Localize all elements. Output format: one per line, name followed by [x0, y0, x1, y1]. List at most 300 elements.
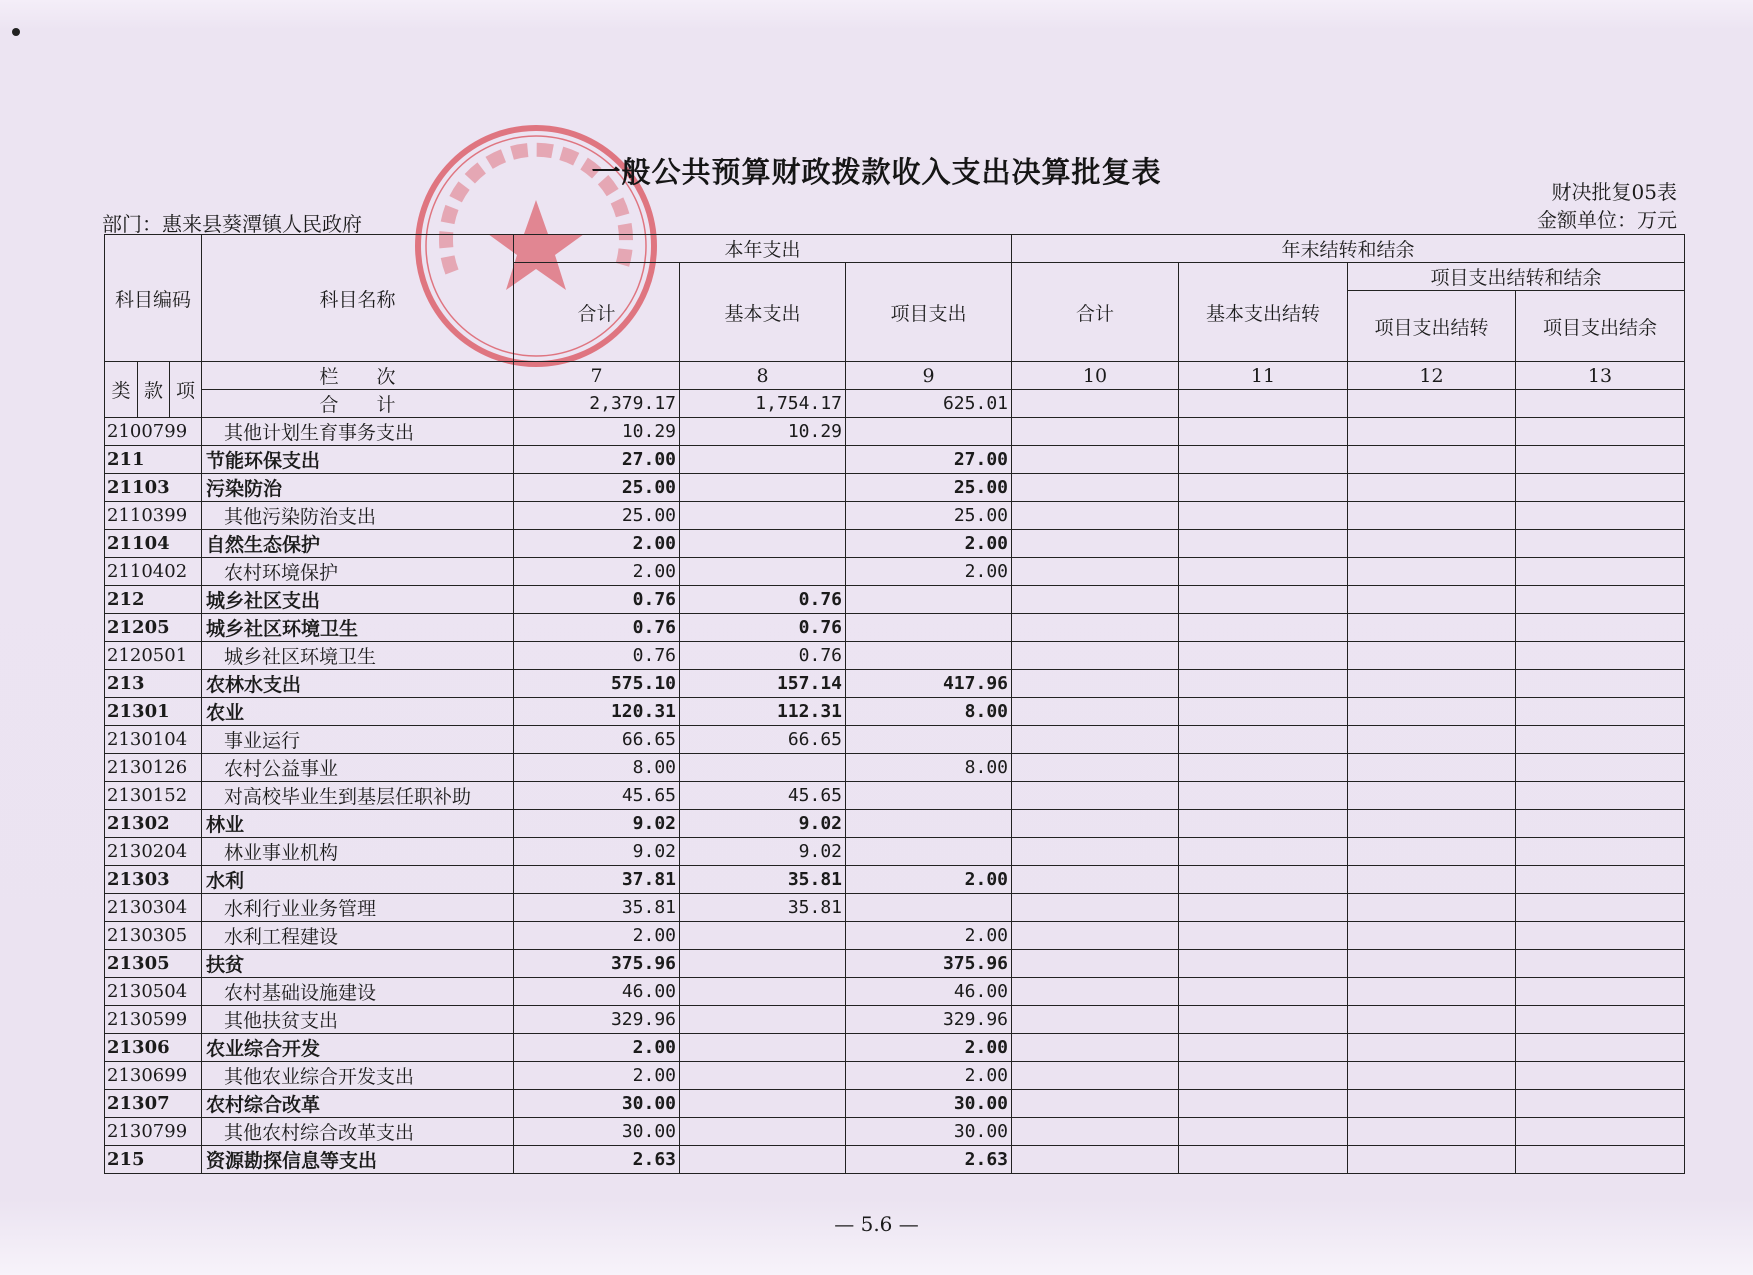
empty-cell [1012, 838, 1179, 866]
table-row [105, 782, 1685, 810]
empty-cell [1179, 1006, 1348, 1034]
row-project [846, 894, 1012, 922]
empty-cell [1012, 950, 1179, 978]
empty-cell [1012, 390, 1179, 418]
header-ye-total: 合计 [1012, 263, 1179, 362]
empty-cell [1179, 642, 1348, 670]
row-basic [680, 558, 846, 586]
empty-cell [1179, 586, 1348, 614]
row-total: 9.02 [514, 838, 680, 866]
budget-table-container [104, 234, 1684, 1174]
empty-cell [1012, 866, 1179, 894]
row-basic [680, 502, 846, 530]
row-total: 0.76 [514, 614, 680, 642]
empty-cell [1179, 558, 1348, 586]
empty-cell [1179, 1062, 1348, 1090]
table-row [105, 670, 1685, 698]
row-project [846, 586, 1012, 614]
row-code: 2130799 [105, 1118, 202, 1146]
header-total: 合计 [514, 263, 680, 362]
row-total: 35.81 [514, 894, 680, 922]
empty-cell [1179, 698, 1348, 726]
col-index-9: 9 [846, 362, 1012, 390]
table-row [105, 446, 1685, 474]
empty-cell [1348, 1006, 1516, 1034]
row-basic [680, 1062, 846, 1090]
table-row [105, 614, 1685, 642]
row-code: 21307 [105, 1090, 202, 1118]
row-code: 2130104 [105, 726, 202, 754]
row-total: 8.00 [514, 754, 680, 782]
empty-cell [1179, 474, 1348, 502]
row-total: 2.00 [514, 558, 680, 586]
row-name: 其他扶贫支出 [202, 1006, 514, 1034]
row-basic [680, 1146, 846, 1174]
row-basic: 9.02 [680, 810, 846, 838]
empty-cell [1516, 446, 1685, 474]
empty-cell [1348, 642, 1516, 670]
row-total: 375.96 [514, 950, 680, 978]
row-name: 城乡社区环境卫生 [202, 614, 514, 642]
row-name: 其他计划生育事务支出 [202, 418, 514, 446]
row-total: 329.96 [514, 1006, 680, 1034]
empty-cell [1348, 978, 1516, 1006]
row-code: 2110402 [105, 558, 202, 586]
row-basic: 0.76 [680, 586, 846, 614]
row-total: 9.02 [514, 810, 680, 838]
row-name: 农业 [202, 698, 514, 726]
empty-cell [1516, 670, 1685, 698]
header-kuan: 款 [138, 362, 170, 418]
row-name: 城乡社区环境卫生 [202, 642, 514, 670]
row-name: 节能环保支出 [202, 446, 514, 474]
empty-cell [1516, 1118, 1685, 1146]
empty-cell [1516, 418, 1685, 446]
header-heji: 合 计 [202, 390, 514, 418]
empty-cell [1179, 614, 1348, 642]
row-basic [680, 1006, 846, 1034]
row-total: 30.00 [514, 1118, 680, 1146]
header-project: 项目支出 [846, 263, 1012, 362]
row-name: 农村综合改革 [202, 1090, 514, 1118]
empty-cell [1179, 446, 1348, 474]
table-row [105, 1006, 1685, 1034]
table-row [105, 894, 1685, 922]
total-basic: 1,754.17 [680, 390, 846, 418]
empty-cell [1348, 1118, 1516, 1146]
row-basic: 35.81 [680, 866, 846, 894]
empty-cell [1516, 1034, 1685, 1062]
empty-cell [1012, 614, 1179, 642]
empty-cell [1012, 1090, 1179, 1118]
row-total: 25.00 [514, 502, 680, 530]
row-basic: 0.76 [680, 642, 846, 670]
empty-cell [1516, 502, 1685, 530]
row-project [846, 838, 1012, 866]
row-total: 46.00 [514, 978, 680, 1006]
row-code: 21104 [105, 530, 202, 558]
row-name: 扶贫 [202, 950, 514, 978]
empty-cell [1012, 642, 1179, 670]
row-code: 2120501 [105, 642, 202, 670]
row-project: 329.96 [846, 1006, 1012, 1034]
row-project: 2.00 [846, 866, 1012, 894]
row-project: 375.96 [846, 950, 1012, 978]
header-ye-basic: 基本支出结转 [1179, 263, 1348, 362]
row-name: 其他农村综合改革支出 [202, 1118, 514, 1146]
empty-cell [1516, 754, 1685, 782]
row-code: 21205 [105, 614, 202, 642]
row-code: 2130126 [105, 754, 202, 782]
table-row [105, 978, 1685, 1006]
col-index-13: 13 [1516, 362, 1685, 390]
header-ye-project-group: 项目支出结转和结余 [1348, 263, 1685, 291]
total-project: 625.01 [846, 390, 1012, 418]
row-name: 其他农业综合开发支出 [202, 1062, 514, 1090]
row-code: 2130504 [105, 978, 202, 1006]
empty-cell [1516, 726, 1685, 754]
empty-cell [1348, 418, 1516, 446]
empty-cell [1516, 698, 1685, 726]
empty-cell [1012, 922, 1179, 950]
header-current-year: 本年支出 [514, 235, 1012, 263]
empty-cell [1516, 1146, 1685, 1174]
table-row [105, 1118, 1685, 1146]
row-project: 2.00 [846, 1034, 1012, 1062]
row-project [846, 810, 1012, 838]
row-total: 2.00 [514, 530, 680, 558]
budget-table [104, 234, 1685, 1174]
empty-cell [1516, 922, 1685, 950]
row-basic [680, 922, 846, 950]
table-row [105, 922, 1685, 950]
empty-cell [1516, 810, 1685, 838]
empty-cell [1516, 474, 1685, 502]
header-xiang: 项 [170, 362, 202, 418]
empty-cell [1179, 838, 1348, 866]
row-code: 213 [105, 670, 202, 698]
empty-cell [1348, 1034, 1516, 1062]
empty-cell [1012, 726, 1179, 754]
table-row [105, 586, 1685, 614]
row-total: 120.31 [514, 698, 680, 726]
empty-cell [1516, 558, 1685, 586]
empty-cell [1012, 446, 1179, 474]
row-code: 21305 [105, 950, 202, 978]
row-project: 8.00 [846, 754, 1012, 782]
row-basic [680, 950, 846, 978]
empty-cell [1179, 866, 1348, 894]
empty-cell [1516, 838, 1685, 866]
empty-cell [1012, 418, 1179, 446]
empty-cell [1179, 922, 1348, 950]
row-total: 0.76 [514, 642, 680, 670]
empty-cell [1348, 782, 1516, 810]
empty-cell [1516, 978, 1685, 1006]
row-code: 2100799 [105, 418, 202, 446]
row-total: 27.00 [514, 446, 680, 474]
empty-cell [1179, 950, 1348, 978]
scan-speck [12, 28, 20, 36]
empty-cell [1012, 782, 1179, 810]
empty-cell [1012, 810, 1179, 838]
empty-cell [1012, 1062, 1179, 1090]
page-number: — 5.6 — [834, 1212, 919, 1236]
empty-cell [1348, 838, 1516, 866]
row-project: 30.00 [846, 1118, 1012, 1146]
row-project [846, 614, 1012, 642]
header-year-end: 年末结转和结余 [1012, 235, 1685, 263]
row-code: 215 [105, 1146, 202, 1174]
row-name: 其他污染防治支出 [202, 502, 514, 530]
table-row [105, 530, 1685, 558]
row-code: 2110399 [105, 502, 202, 530]
empty-cell [1348, 586, 1516, 614]
row-code: 2130599 [105, 1006, 202, 1034]
empty-cell [1348, 698, 1516, 726]
row-project [846, 782, 1012, 810]
row-basic: 9.02 [680, 838, 846, 866]
empty-cell [1348, 1090, 1516, 1118]
row-code: 21303 [105, 866, 202, 894]
empty-cell [1012, 978, 1179, 1006]
table-row [105, 642, 1685, 670]
row-name: 水利工程建设 [202, 922, 514, 950]
empty-cell [1012, 1034, 1179, 1062]
empty-cell [1179, 670, 1348, 698]
row-project: 30.00 [846, 1090, 1012, 1118]
row-project: 2.00 [846, 558, 1012, 586]
empty-cell [1012, 1006, 1179, 1034]
row-name: 农村基础设施建设 [202, 978, 514, 1006]
row-basic: 35.81 [680, 894, 846, 922]
row-total: 37.81 [514, 866, 680, 894]
empty-cell [1516, 1006, 1685, 1034]
header-basic: 基本支出 [680, 263, 846, 362]
empty-cell [1348, 894, 1516, 922]
empty-cell [1516, 586, 1685, 614]
row-name: 城乡社区支出 [202, 586, 514, 614]
row-basic: 66.65 [680, 726, 846, 754]
table-row [105, 698, 1685, 726]
empty-cell [1179, 1034, 1348, 1062]
table-row [105, 950, 1685, 978]
row-total: 2.00 [514, 1062, 680, 1090]
empty-cell [1348, 866, 1516, 894]
empty-cell [1179, 1090, 1348, 1118]
empty-cell [1179, 726, 1348, 754]
empty-cell [1012, 894, 1179, 922]
row-basic: 10.29 [680, 418, 846, 446]
row-project [846, 726, 1012, 754]
row-total: 575.10 [514, 670, 680, 698]
row-basic [680, 446, 846, 474]
department-label: 部门：惠来县葵潭镇人民政府 [102, 212, 362, 236]
empty-cell [1348, 754, 1516, 782]
row-code: 2130305 [105, 922, 202, 950]
header-lanci: 栏 次 [202, 362, 514, 390]
empty-cell [1179, 1118, 1348, 1146]
empty-cell [1348, 558, 1516, 586]
row-project: 27.00 [846, 446, 1012, 474]
row-code: 2130204 [105, 838, 202, 866]
table-row [105, 810, 1685, 838]
empty-cell [1348, 810, 1516, 838]
empty-cell [1012, 474, 1179, 502]
empty-cell [1012, 502, 1179, 530]
table-row [105, 838, 1685, 866]
col-index-8: 8 [680, 362, 846, 390]
row-total: 10.29 [514, 418, 680, 446]
empty-cell [1012, 586, 1179, 614]
row-project [846, 642, 1012, 670]
empty-cell [1179, 502, 1348, 530]
empty-cell [1348, 950, 1516, 978]
row-name: 资源勘探信息等支出 [202, 1146, 514, 1174]
row-code: 212 [105, 586, 202, 614]
empty-cell [1516, 614, 1685, 642]
total-all: 2,379.17 [514, 390, 680, 418]
empty-cell [1012, 530, 1179, 558]
header-code: 科目编码 [105, 235, 202, 362]
table-row [105, 754, 1685, 782]
row-name: 农村公益事业 [202, 754, 514, 782]
empty-cell [1516, 530, 1685, 558]
empty-cell [1348, 726, 1516, 754]
row-name: 水利行业业务管理 [202, 894, 514, 922]
row-project: 46.00 [846, 978, 1012, 1006]
row-basic: 45.65 [680, 782, 846, 810]
empty-cell [1516, 1090, 1685, 1118]
empty-cell [1348, 446, 1516, 474]
empty-cell [1179, 810, 1348, 838]
row-total: 66.65 [514, 726, 680, 754]
row-name: 事业运行 [202, 726, 514, 754]
row-project: 417.96 [846, 670, 1012, 698]
empty-cell [1348, 614, 1516, 642]
table-row [105, 1090, 1685, 1118]
empty-cell [1348, 390, 1516, 418]
col-index-11: 11 [1179, 362, 1348, 390]
table-row [105, 474, 1685, 502]
row-code: 21301 [105, 698, 202, 726]
col-index-12: 12 [1348, 362, 1516, 390]
empty-cell [1348, 530, 1516, 558]
header-ye-project-balance: 项目支出结余 [1516, 291, 1685, 362]
col-index-10: 10 [1012, 362, 1179, 390]
row-name: 水利 [202, 866, 514, 894]
row-basic [680, 1090, 846, 1118]
empty-cell [1348, 1146, 1516, 1174]
row-project: 25.00 [846, 474, 1012, 502]
row-name: 农村环境保护 [202, 558, 514, 586]
row-basic: 112.31 [680, 698, 846, 726]
row-project: 2.63 [846, 1146, 1012, 1174]
empty-cell [1179, 894, 1348, 922]
table-row [105, 1062, 1685, 1090]
row-name: 林业事业机构 [202, 838, 514, 866]
row-total: 2.00 [514, 1034, 680, 1062]
row-name: 农林水支出 [202, 670, 514, 698]
table-row [105, 726, 1685, 754]
table-row [105, 1146, 1685, 1174]
row-basic [680, 1118, 846, 1146]
row-name: 自然生态保护 [202, 530, 514, 558]
empty-cell [1516, 642, 1685, 670]
row-project: 8.00 [846, 698, 1012, 726]
row-project: 2.00 [846, 1062, 1012, 1090]
header-lei: 类 [105, 362, 138, 418]
form-number: 财决批复05表 [1551, 180, 1677, 204]
row-total: 45.65 [514, 782, 680, 810]
row-basic [680, 474, 846, 502]
empty-cell [1012, 670, 1179, 698]
row-name: 对高校毕业生到基层任职补助 [202, 782, 514, 810]
row-total: 25.00 [514, 474, 680, 502]
row-basic: 0.76 [680, 614, 846, 642]
row-name: 农业综合开发 [202, 1034, 514, 1062]
empty-cell [1348, 502, 1516, 530]
empty-cell [1516, 950, 1685, 978]
table-row [105, 866, 1685, 894]
empty-cell [1179, 754, 1348, 782]
empty-cell [1012, 698, 1179, 726]
empty-cell [1348, 1062, 1516, 1090]
empty-cell [1179, 1146, 1348, 1174]
empty-cell [1012, 558, 1179, 586]
col-index-7: 7 [514, 362, 680, 390]
row-total: 2.00 [514, 922, 680, 950]
row-code: 21103 [105, 474, 202, 502]
row-project [846, 418, 1012, 446]
empty-cell [1179, 418, 1348, 446]
empty-cell [1516, 866, 1685, 894]
page-title: 一般公共预算财政拨款收入支出决算批复表 [591, 155, 1162, 189]
empty-cell [1012, 754, 1179, 782]
empty-cell [1348, 922, 1516, 950]
row-total: 0.76 [514, 586, 680, 614]
empty-cell [1348, 670, 1516, 698]
empty-cell [1348, 474, 1516, 502]
header-ye-project-carry: 项目支出结转 [1348, 291, 1516, 362]
table-row [105, 558, 1685, 586]
row-code: 21306 [105, 1034, 202, 1062]
empty-cell [1179, 782, 1348, 810]
empty-cell [1012, 1146, 1179, 1174]
amount-unit: 金额单位：万元 [1537, 208, 1677, 232]
row-name: 林业 [202, 810, 514, 838]
row-total: 2.63 [514, 1146, 680, 1174]
empty-cell [1179, 390, 1348, 418]
row-code: 211 [105, 446, 202, 474]
empty-cell [1516, 782, 1685, 810]
row-project: 2.00 [846, 530, 1012, 558]
row-code: 2130699 [105, 1062, 202, 1090]
empty-cell [1516, 390, 1685, 418]
empty-cell [1516, 894, 1685, 922]
row-basic [680, 754, 846, 782]
row-code: 2130152 [105, 782, 202, 810]
row-basic [680, 1034, 846, 1062]
empty-cell [1179, 530, 1348, 558]
empty-cell [1012, 1118, 1179, 1146]
empty-cell [1179, 978, 1348, 1006]
row-code: 2130304 [105, 894, 202, 922]
row-basic: 157.14 [680, 670, 846, 698]
row-name: 污染防治 [202, 474, 514, 502]
empty-cell [1516, 1062, 1685, 1090]
row-project: 25.00 [846, 502, 1012, 530]
